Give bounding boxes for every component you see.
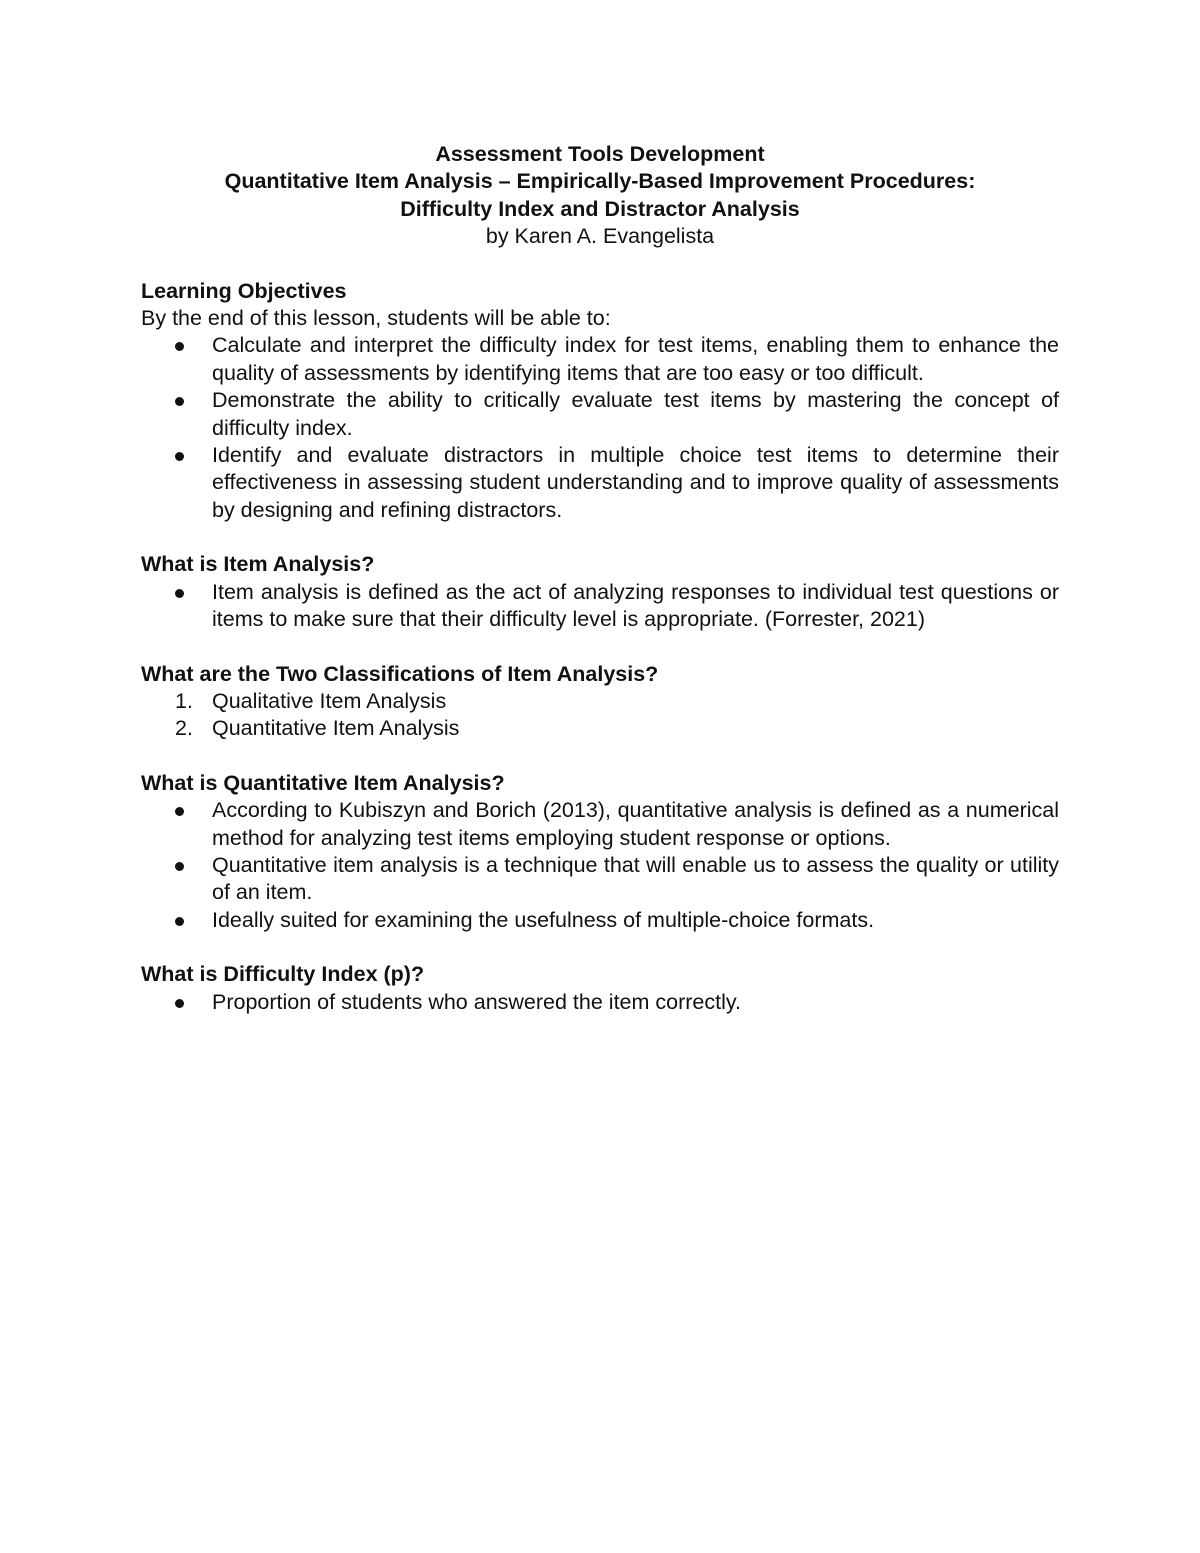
section-heading: What is Difficulty Index (p)? xyxy=(141,962,425,987)
objectives-list xyxy=(141,332,1059,524)
list-item: Demonstrate the ability to critically evaluate test items by mastering the concept of difficulty index. xyxy=(141,387,1059,442)
title-block xyxy=(141,141,1059,251)
section-heading: Learning Objectives xyxy=(141,278,347,303)
section-item-analysis xyxy=(141,551,1059,633)
bullet-icon xyxy=(175,589,184,598)
list-item: 2. Quantitative Item Analysis xyxy=(141,715,1059,742)
document-page xyxy=(141,141,1059,1016)
section-heading: What is Quantitative Item Analysis? xyxy=(141,770,505,795)
classifications-list xyxy=(141,688,1059,743)
document-title-line2: Difficulty Index and Distractor Analysis xyxy=(400,196,800,221)
list-item: Proportion of students who answered the item correctly. xyxy=(141,989,1059,1016)
section-difficulty-index xyxy=(141,961,1059,1016)
section-heading: What are the Two Classifications of Item Analysis? xyxy=(141,661,659,686)
objectives-intro: By the end of this lesson, students will be able to: xyxy=(141,306,611,331)
document-title-line1: Quantitative Item Analysis – Empirically-Based Improvement Procedures: xyxy=(224,169,976,194)
section-heading: What is Item Analysis? xyxy=(141,552,375,577)
list-item: Ideally suited for examining the usefulness of multiple-choice formats. xyxy=(141,907,1059,934)
course-title: Assessment Tools Development xyxy=(435,142,765,166)
author-line: by Karen A. Evangelista xyxy=(485,224,715,249)
list-item: Identify and evaluate distractors in multiple choice test items to determine their effectiveness in assessing student understanding and to improve quality of assessments by designing and refining distractors. xyxy=(141,442,1059,524)
section-learning-objectives xyxy=(141,278,1059,525)
list-item: Calculate and interpret the difficulty index for test items, enabling them to enhance the quality of assessments by identifying items that are too easy or too difficult. xyxy=(141,332,1059,387)
list-item: 1. Qualitative Item Analysis xyxy=(141,688,1059,715)
list-number: 2. xyxy=(175,716,193,741)
bullet-icon xyxy=(175,862,184,871)
list-item: Quantitative item analysis is a technique that will enable us to assess the quality or utility of an item. xyxy=(141,852,1059,907)
section-classifications xyxy=(141,661,1059,743)
quantitative-list xyxy=(141,797,1059,934)
bullet-icon xyxy=(175,999,184,1008)
difficulty-list xyxy=(141,989,1059,1016)
bullet-icon xyxy=(175,342,184,351)
list-item: According to Kubiszyn and Borich (2013), quantitative analysis is defined as a numerical method for analyzing test items employing student response or options. xyxy=(141,797,1059,852)
bullet-icon xyxy=(175,397,184,406)
item-analysis-list xyxy=(141,579,1059,634)
bullet-icon xyxy=(175,452,184,461)
list-number: 1. xyxy=(175,688,193,713)
bullet-icon xyxy=(175,807,184,816)
bullet-icon xyxy=(175,917,184,926)
list-item: Item analysis is defined as the act of analyzing responses to individual test questions or items to make sure that their difficulty level is appropriate. (Forrester, 2021) xyxy=(141,579,1059,634)
section-quantitative-item-analysis xyxy=(141,770,1059,934)
